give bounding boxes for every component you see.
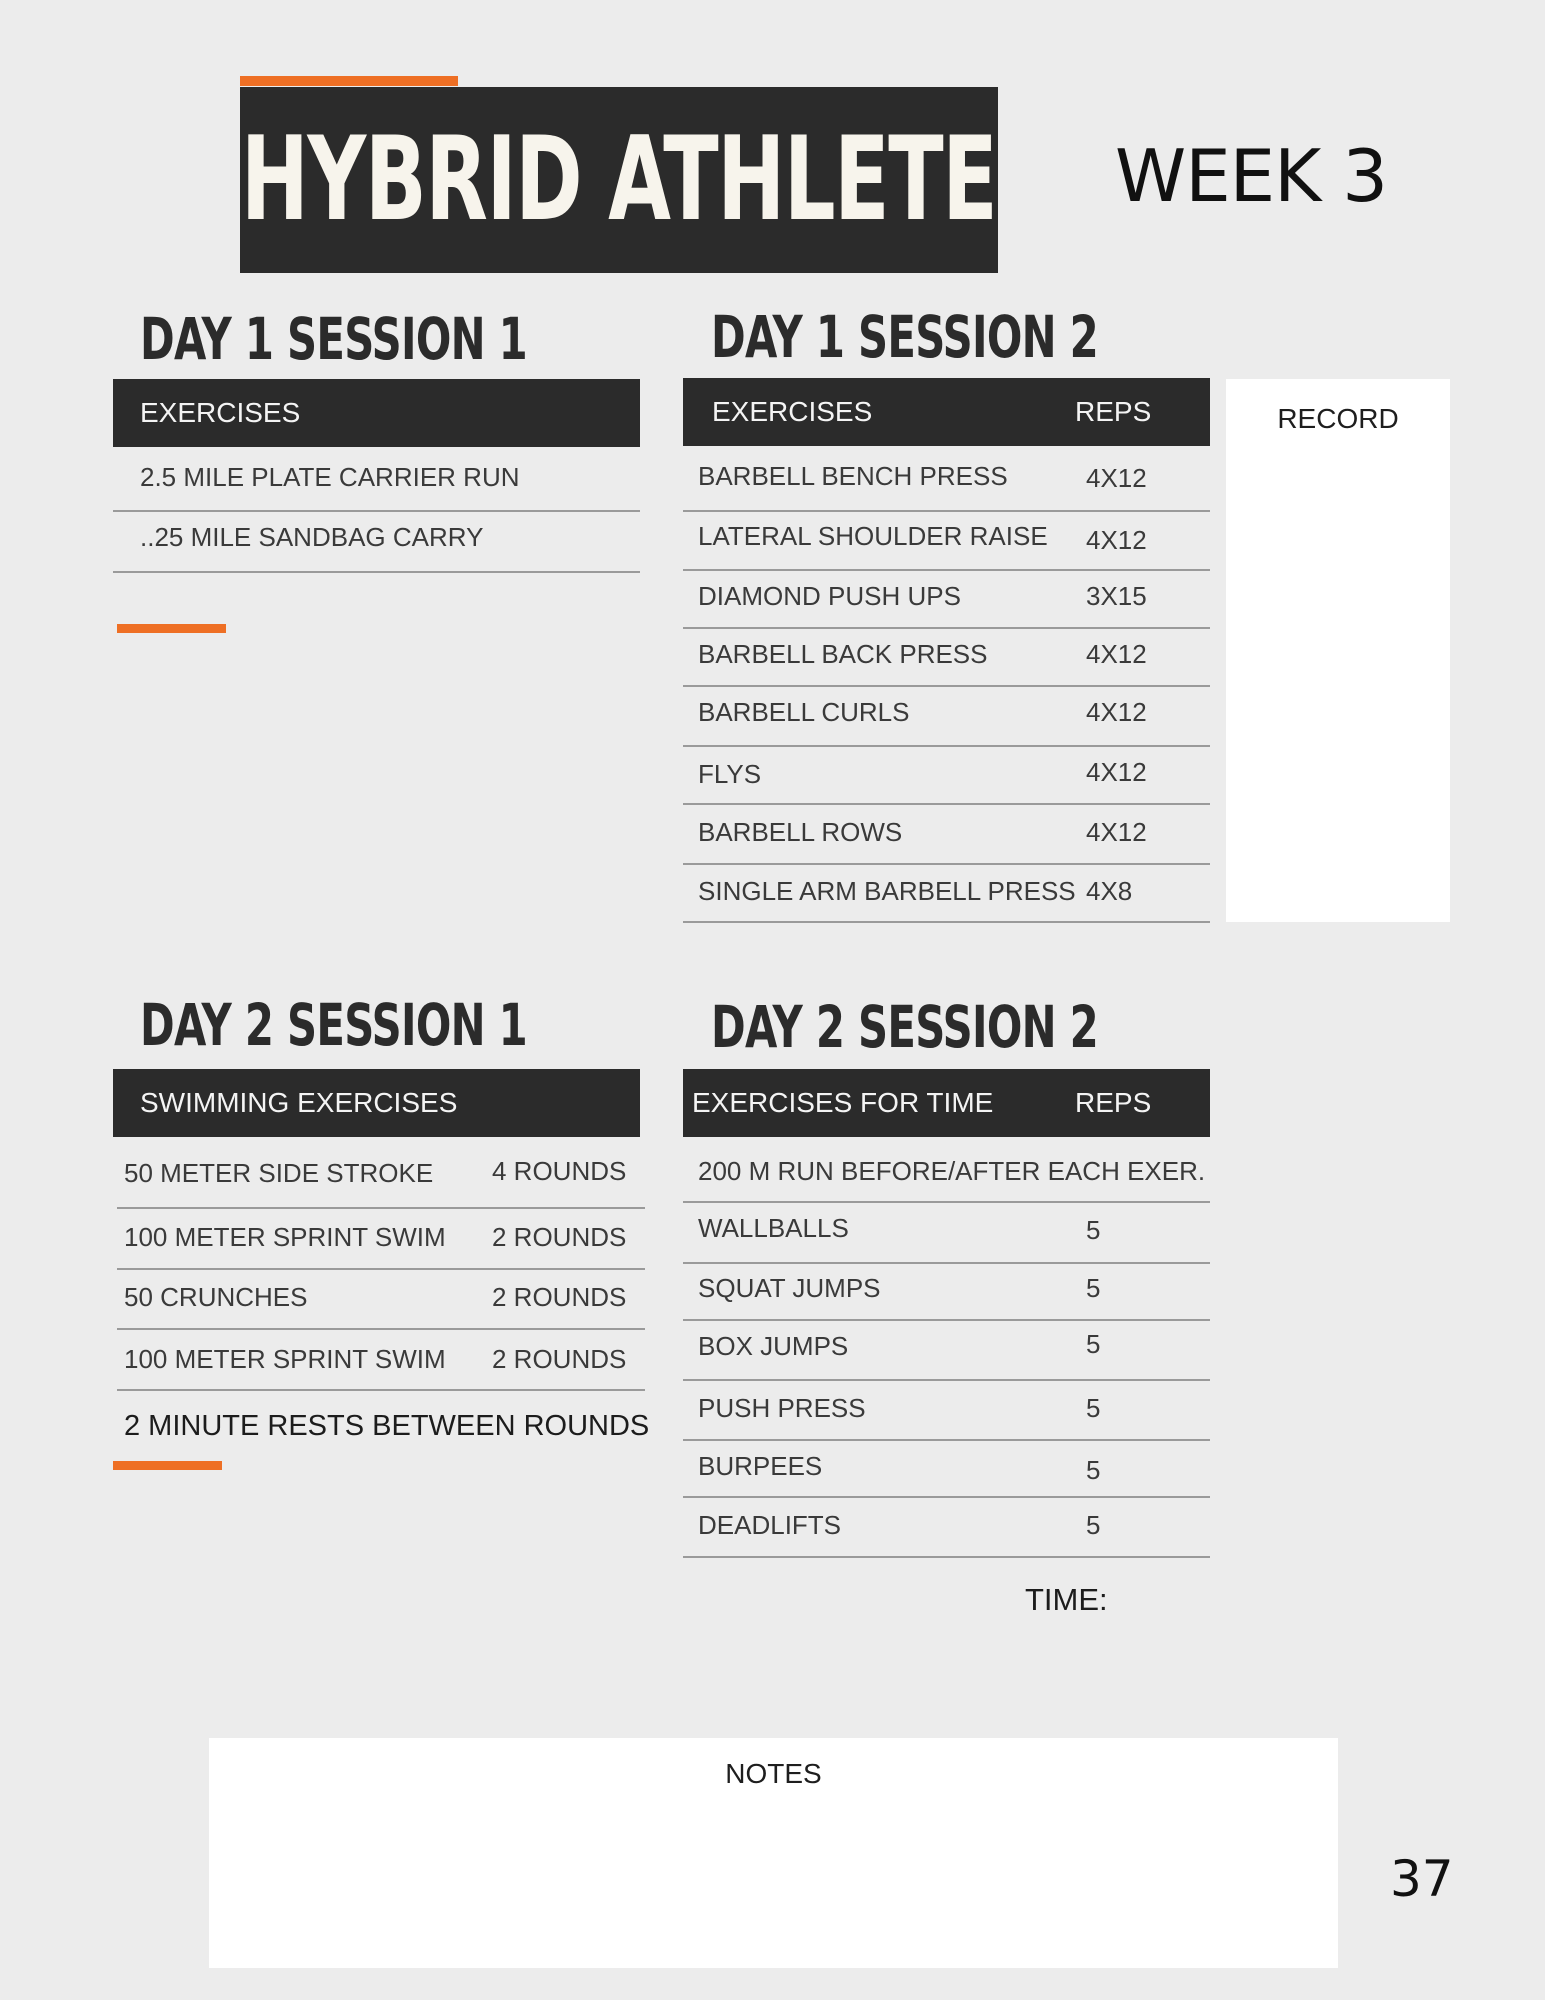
page-number: 37 xyxy=(1390,1850,1454,1908)
table-row: ..25 MILE SANDBAG CARRY xyxy=(140,522,484,552)
title-banner xyxy=(240,87,998,273)
table-row: DIAMOND PUSH UPS xyxy=(698,581,961,611)
table-row: BARBELL BENCH PRESS xyxy=(698,461,1008,491)
table-row: PUSH PRESS xyxy=(698,1393,866,1423)
week-label: WEEK 3 xyxy=(1115,134,1388,218)
table-row: 50 CRUNCHES xyxy=(124,1282,308,1312)
reps-value: 4X12 xyxy=(1086,525,1147,555)
record-box[interactable] xyxy=(1226,379,1450,922)
reps-value: 5 xyxy=(1086,1455,1101,1485)
section-accent-bar xyxy=(117,624,226,633)
row-divider xyxy=(113,571,640,573)
day2-session1-heading: DAY 2 SESSION 1 xyxy=(140,991,528,1059)
row-divider xyxy=(683,685,1210,687)
table-row: BOX JUMPS xyxy=(698,1331,849,1361)
row-divider xyxy=(683,1496,1210,1498)
rounds-value: 2 ROUNDS xyxy=(492,1282,627,1312)
reps-value: 5 xyxy=(1086,1393,1101,1423)
reps-value: 4X12 xyxy=(1086,463,1147,493)
row-divider xyxy=(683,569,1210,571)
row-divider xyxy=(117,1268,645,1270)
table-row: SQUAT JUMPS xyxy=(698,1273,881,1303)
rest-note: 2 MINUTE RESTS BETWEEN ROUNDS xyxy=(124,1410,650,1442)
row-divider xyxy=(683,627,1210,629)
col-exercises: EXERCISES xyxy=(712,396,873,427)
record-label: RECORD xyxy=(1277,403,1399,434)
row-divider xyxy=(683,510,1210,512)
row-divider xyxy=(117,1389,645,1391)
table-row: WALLBALLS xyxy=(698,1213,849,1243)
table-row: SINGLE ARM BARBELL PRESS xyxy=(698,876,1076,906)
table-row: BARBELL CURLS xyxy=(698,697,910,727)
reps-value: 5 xyxy=(1086,1273,1101,1303)
table-row: 100 METER SPRINT SWIM xyxy=(124,1222,446,1252)
rounds-value: 2 ROUNDS xyxy=(492,1222,627,1252)
reps-value: 5 xyxy=(1086,1215,1101,1245)
reps-value: 4X12 xyxy=(1086,817,1147,847)
table-row: BURPEES xyxy=(698,1451,823,1481)
col-reps: REPS xyxy=(1075,396,1152,427)
table-row: 50 METER SIDE STROKE xyxy=(124,1158,434,1188)
reps-value: 5 xyxy=(1086,1510,1101,1540)
col-exercises-for-time: EXERCISES FOR TIME xyxy=(692,1087,994,1118)
title-accent-bar xyxy=(240,76,458,86)
table-row: BARBELL ROWS xyxy=(698,817,903,847)
day1-session2-heading: DAY 1 SESSION 2 xyxy=(711,303,1099,371)
day2-session2-heading: DAY 2 SESSION 2 xyxy=(711,993,1099,1061)
day1-session1-table-header xyxy=(113,379,640,447)
table-row: LATERAL SHOULDER RAISE xyxy=(698,521,1048,551)
table-row: FLYS xyxy=(698,759,762,789)
row-divider xyxy=(117,1328,645,1330)
row-divider xyxy=(683,1379,1210,1381)
time-label: TIME: xyxy=(1025,1582,1108,1617)
reps-value: 4X12 xyxy=(1086,639,1147,669)
row-divider xyxy=(683,1556,1210,1558)
row-divider xyxy=(683,1201,1210,1203)
rounds-value: 2 ROUNDS xyxy=(492,1344,627,1374)
col-swimming-exercises: SWIMMING EXERCISES xyxy=(140,1087,458,1118)
table-row: BARBELL BACK PRESS xyxy=(698,639,988,669)
notes-label: NOTES xyxy=(725,1758,822,1789)
intro-row: 200 M RUN BEFORE/AFTER EACH EXER. xyxy=(698,1156,1206,1186)
day2-session2-table-header xyxy=(683,1069,1210,1137)
reps-value: 5 xyxy=(1086,1329,1101,1359)
day2-session1-table-header xyxy=(113,1069,640,1137)
col-reps: REPS xyxy=(1075,1087,1152,1118)
reps-value: 4X12 xyxy=(1086,757,1147,787)
table-row: DEADLIFTS xyxy=(698,1510,842,1540)
reps-value: 4X12 xyxy=(1086,697,1147,727)
notes-box[interactable] xyxy=(209,1738,1338,1968)
reps-value: 4X8 xyxy=(1086,876,1133,906)
row-divider xyxy=(683,863,1210,865)
row-divider xyxy=(683,1262,1210,1264)
table-row: 2.5 MILE PLATE CARRIER RUN xyxy=(140,462,520,492)
row-divider xyxy=(683,1319,1210,1321)
reps-value: 3X15 xyxy=(1086,581,1147,611)
row-divider xyxy=(113,510,640,512)
section-accent-bar xyxy=(113,1461,222,1470)
day1-session1-heading: DAY 1 SESSION 1 xyxy=(140,305,528,373)
row-divider xyxy=(683,1439,1210,1441)
rounds-value: 4 ROUNDS xyxy=(492,1156,627,1186)
day1-session2-table-header xyxy=(683,378,1210,446)
col-exercises: EXERCISES xyxy=(140,397,301,428)
row-divider xyxy=(683,921,1210,923)
row-divider xyxy=(117,1207,645,1209)
row-divider xyxy=(683,745,1210,747)
table-row: 100 METER SPRINT SWIM xyxy=(124,1344,446,1374)
row-divider xyxy=(683,803,1210,805)
page-title: HYBRID ATHLETE xyxy=(241,112,997,247)
